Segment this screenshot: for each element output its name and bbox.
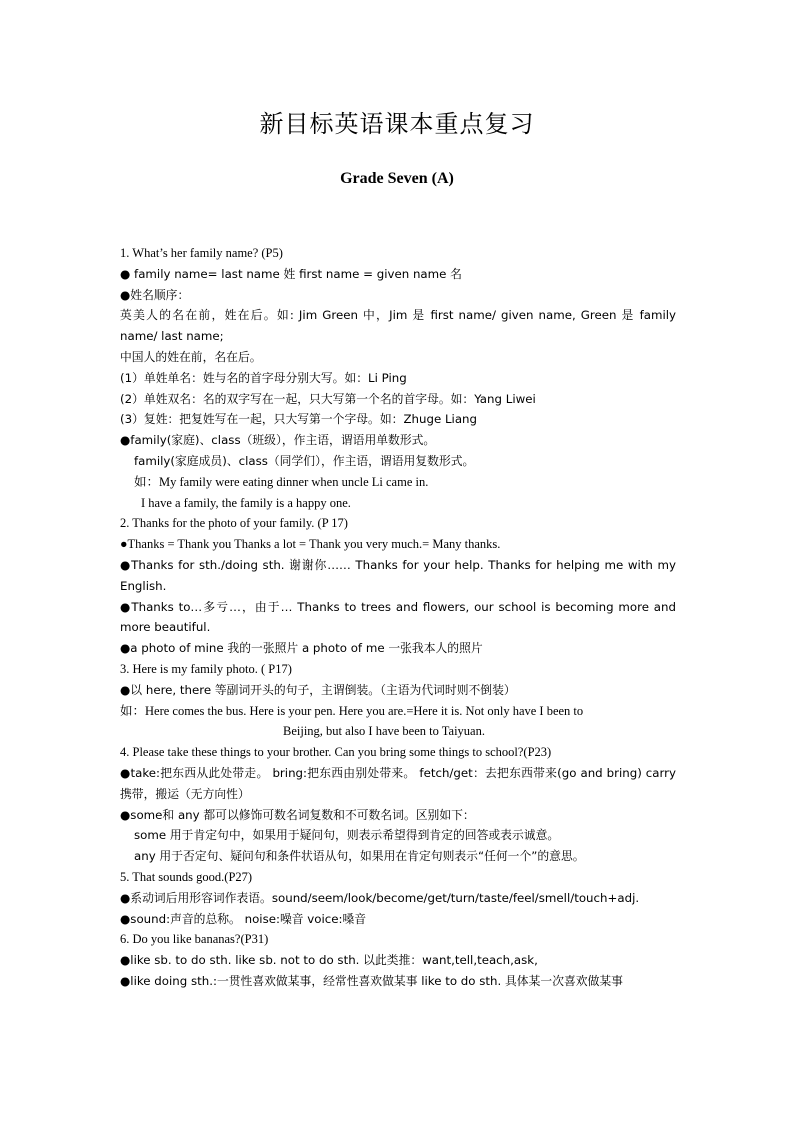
note-line: family(家庭成员)、class（同学们），作主语，谓语用复数形式。 [134,453,475,468]
document-title: 新目标英语课本重点复习 [259,110,535,138]
note-paragraph: ●like doing sth.:一贯性喜欢做某事，经常性喜欢做某事 like to do sth. 具体某一次喜欢做某事 [120,973,623,988]
section-heading-1: 1. What’s her family name? (P5) [120,246,283,260]
note-line: ● family name= last name 姓 first name = given name 名 [120,266,462,281]
note-line: ●a photo of mine 我的一张照片 a photo of me 一张我本人的照片 [120,641,483,656]
note-line: 中国人的姓在前，名在后。 [120,349,262,364]
note-line: ●系动词后用形容词作表语。sound/seem/look/become/get/turn/taste/feel/smell/touch+adj. [120,890,640,905]
note-line: (1）单姓单名：姓与名的首字母分别大写。如：Li Ping [120,370,407,385]
note-line: ●family(家庭)、class（班级），作主语，谓语用单数形式。 [120,433,436,448]
note-line: (3）复姓：把复姓写在一起，只大写第一个字母。如：Zhuge Liang [120,412,478,427]
note-line: ●sound:声音的总称。 noise:噪音 voice:嗓音 [120,911,367,926]
note-paragraph: ●Thanks to…多亏…，由于… Thanks to trees and flowers, our school is becoming more and more beautiful. [120,599,676,635]
note-paragraph: 英美人的名在前，姓在后。如: Jim Green 中，Jim 是 first name/ given name, Green 是 family name/ last name; [120,308,676,344]
note-line: any 用于否定句、疑问句和条件状语从句，如果用在肯定句则表示“任何一个”的意思。 [134,849,585,864]
note-line: (2）单姓双名：名的双字写在一起，只大写第一个名的首字母。如：Yang Liwei [120,391,536,406]
section-heading-4: 4. Please take these things to your brother. Can you bring some things to school?(P23) [120,745,552,760]
note-line: some 用于肯定句中，如果用于疑问句，则表示希望得到肯定的回答或表示诚意。 [134,828,560,843]
example-line: I have a family, the family is a happy one. [141,495,351,510]
example-line: 如：My family were eating dinner when uncle Li came in. [134,474,429,489]
document-subtitle: Grade Seven (A) [340,170,454,187]
section-heading-5: 5. That sounds good.(P27) [120,869,253,884]
note-line: ●姓名顺序： [120,287,190,302]
note-line: ●以 here, there 等副词开头的句子，主谓倒装。（主语为代词时则不倒装） [120,682,516,697]
document-body [120,243,676,992]
note-paragraph: ●Thanks for sth./doing sth. 谢谢你…… Thanks for your help. Thanks for helping me with my English. [120,557,676,593]
note-line: ●Thanks = Thank you Thanks a lot = Thank you very much.= Many thanks. [120,537,501,552]
note-paragraph: ●take:把东西从此处带走。 bring:把东西由别处带来。 fetch/get：去把东西带来(go and bring) carry携带，搬运（无方向性） [120,765,676,801]
section-heading-6: 6. Do you like bananas?(P31) [120,932,269,947]
section-heading-2: 2. Thanks for the photo of your family. (P 17) [120,516,348,531]
note-line: ●like sb. to do sth. like sb. not to do sth. 以此类推：want,tell,teach,ask, [120,953,538,968]
section-heading-3: 3. Here is my family photo. ( P17) [120,661,292,676]
example-line: Beijing, but also I have been to Taiyuan. [283,724,485,739]
note-line: ●some和 any 都可以修饰可数名词复数和不可数名词。区别如下： [120,807,475,822]
example-line: 如：Here comes the bus. Here is your pen. Here you are.=Here it is. Not only have I been to [120,703,584,718]
